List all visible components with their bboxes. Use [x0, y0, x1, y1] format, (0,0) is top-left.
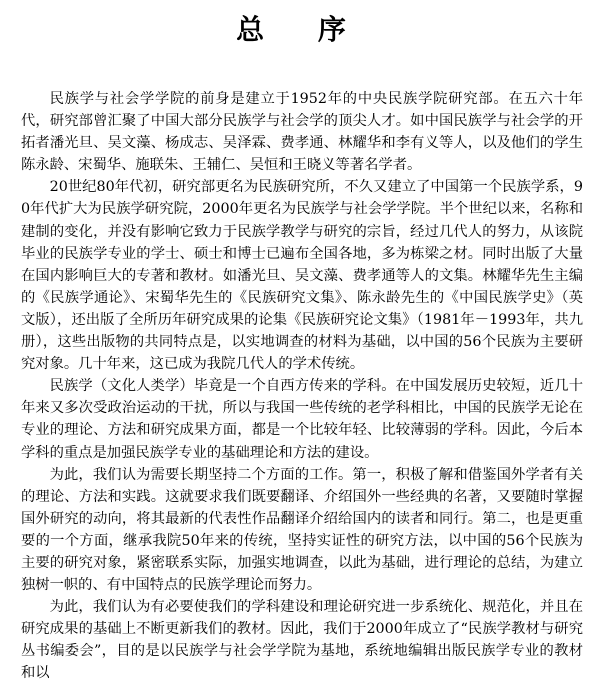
- page-title: 总 序: [236, 13, 368, 46]
- paragraph-5: 为此，我们认为有必要使我们的学科建设和理论研究进一步系统化、规范化，并且在研究成果的基础上不断更新我们的教材。因此，我们于2000年成立了“民族学教材与研究丛书编委会”，目的是以民族学与社会学学院为基地，系统地编辑出版民族学专业的教材和以: [21, 599, 583, 682]
- paragraph-3: 民族学（文化人类学）毕竟是一个自西方传来的学科。在中国发展历史较短，近几十年来又多次受政治运动的干扰，所以与我国一些传统的老学科相比，中国的民族学无论在专业的理论、方法和研究成果方面，都是一个比较年轻、比较薄弱的学科。因此，今后本学科的重点是加强民族学专业的基础理论和方法的建设。: [21, 378, 583, 461]
- paragraph-2: 20世纪80年代初，研究部更名为民族研究所，不久又建立了中国第一个民族学系，90年代扩大为民族学研究院，2000年更名为民族学与社会学学院。半个世纪以来，名称和建制的变化，并没有影响它致力于民族学教学与研究的宗旨，经过几代人的努力，从该院毕业的民族学专业的学士、硕士和博士已遍布全国各地，多为栋梁之材。同时出版了大量在国内影响巨大的专著和教材。如潘光旦、吴文藻、费孝通等人的文集。林耀华先生主编的《民族学通论》、宋蜀华先生的《民族研究文集》、陈永龄先生的《中国民族学史》（英文版），还出版了全所历年研究成果的论集《民族研究论文集》（1981年－1993年，共九册），这些出版物的共同特点是，以实地调查的材料为基础，以中国的56个民族为主要研究对象。几十年来，这已成为我院几代人的学术传统。: [21, 179, 583, 373]
- document-body: [21, 88, 583, 683]
- paragraph-1: 民族学与社会学学院的前身是建立于1952年的中央民族学院研究部。在五六十年代，研究部曾汇聚了中国大部分民族学与社会学的顶尖人才。如中国民族学与社会学的开拓者潘光旦、吴文藻、杨成志、吴泽霖、费孝通、林耀华和李有义等人，以及他们的学生陈永龄、宋蜀华、施联朱、王辅仁、吴恒和王晓义等著名学者。: [21, 91, 583, 174]
- paragraph-4: 为此，我们认为需要长期坚持二个方面的工作。第一，积极了解和借鉴国外学者有关的理论、方法和实践。这就要求我们既要翻译、介绍国外一些经典的名著，又要随时掌握国外研究的动向，将其最新的代表性作品翻译介绍给国内的读者和同行。第二，也是更重要的一个方面，继承我院50年来的传统，坚持实证性的研究方法，以中国的56个民族为主要的研究对象，紧密联系实际，加强实地调查，以此为基础，进行理论的总结，为建立独树一帜的、有中国特点的民族学理论而努力。: [21, 466, 583, 594]
